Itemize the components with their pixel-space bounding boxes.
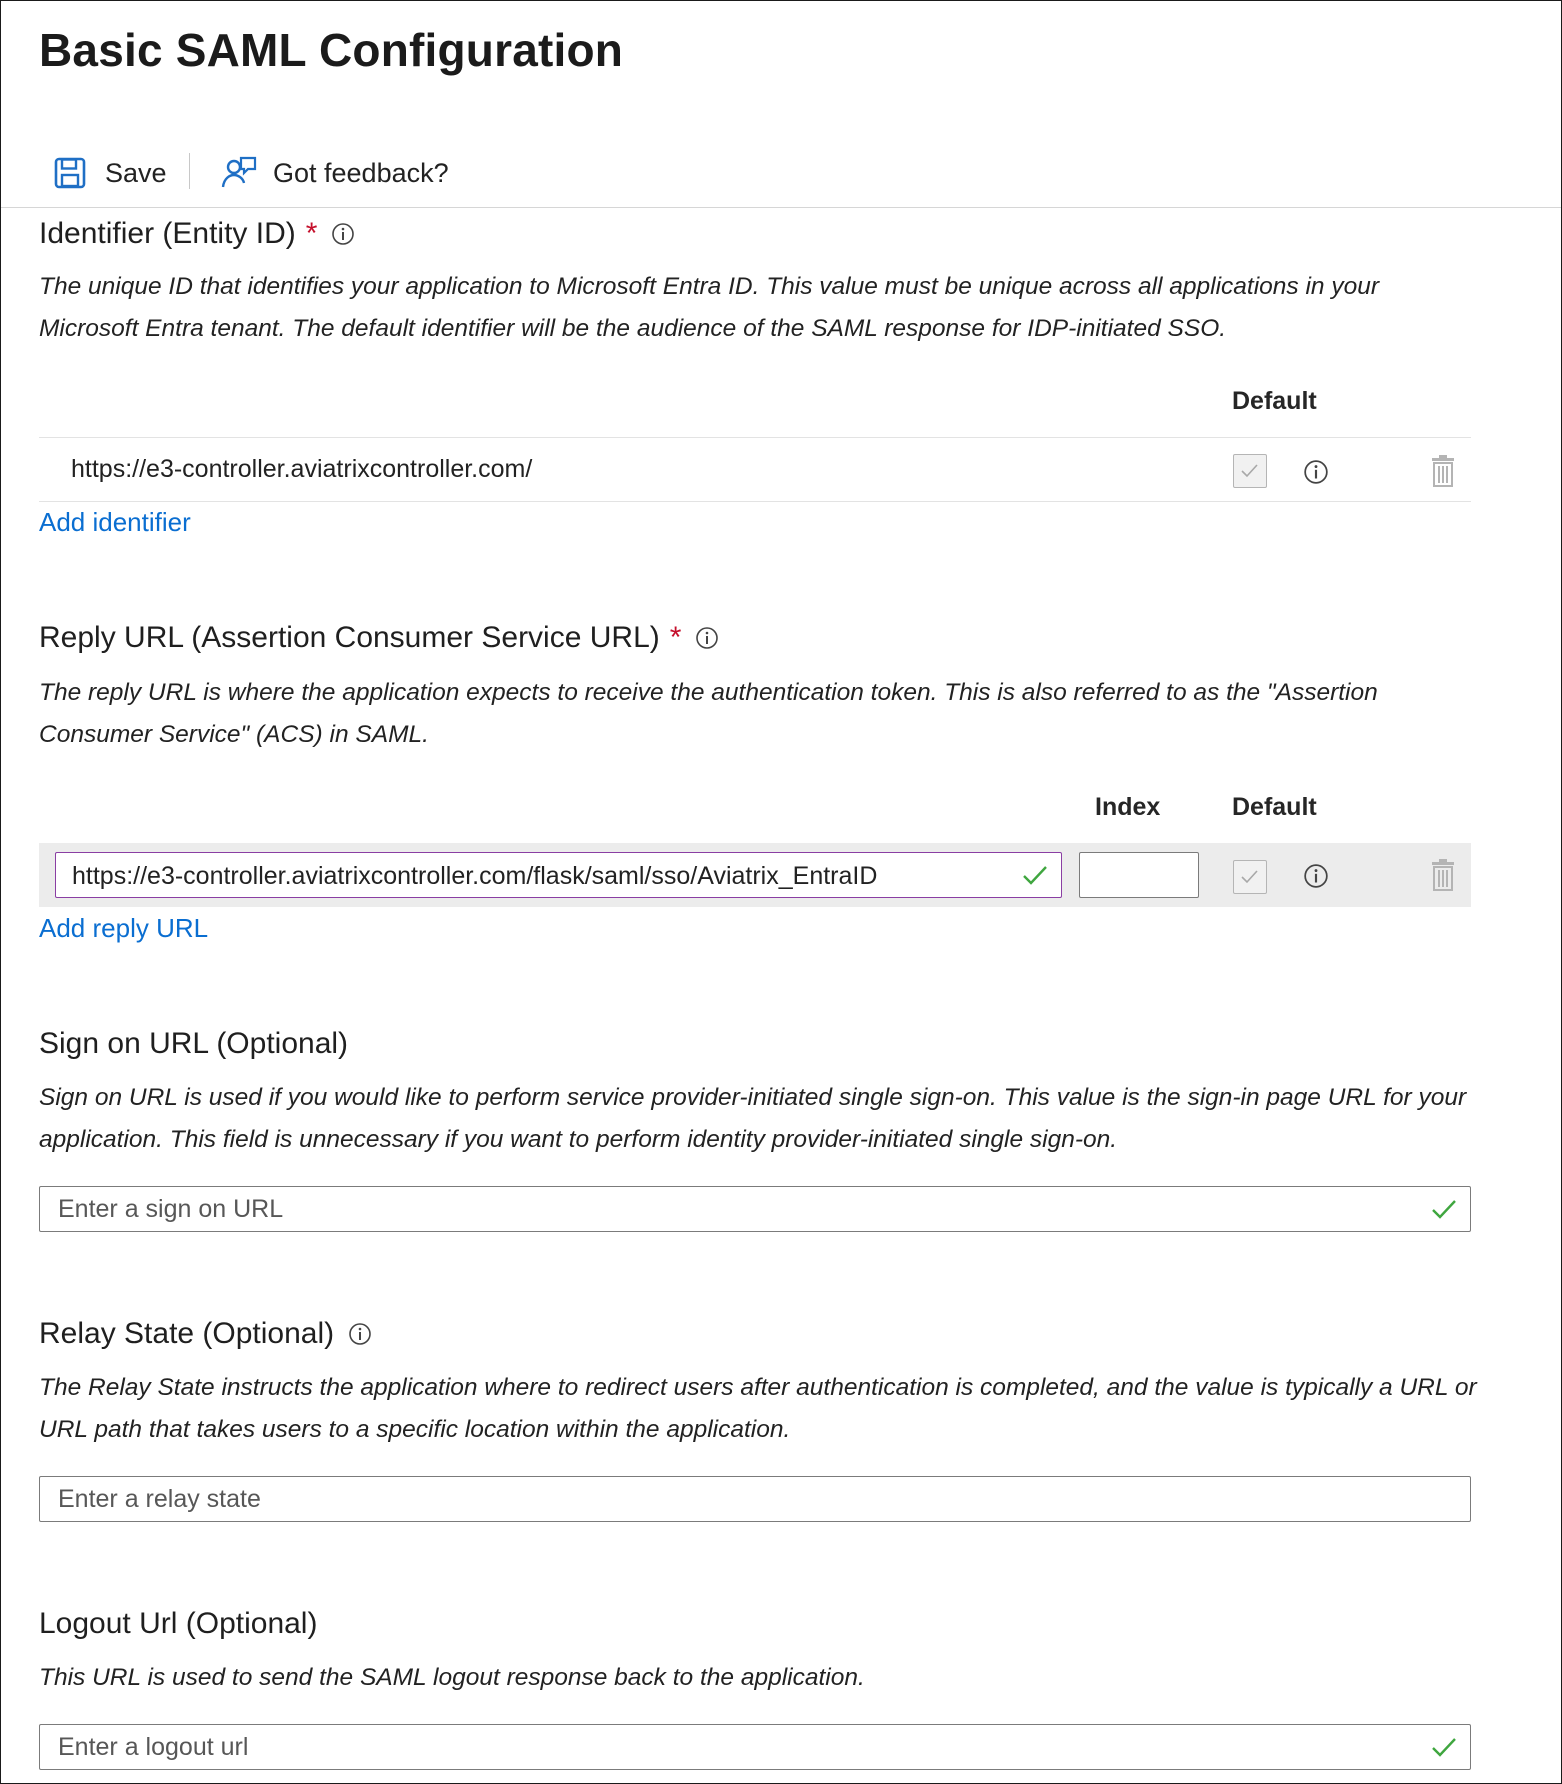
table-row-divider [39, 437, 1471, 438]
relay-state-input[interactable] [56, 1477, 1420, 1521]
relay-state-label-text: Relay State (Optional) [39, 1317, 335, 1350]
info-icon[interactable] [1303, 459, 1329, 485]
feedback-icon [221, 155, 257, 191]
logout-url-label [39, 1607, 317, 1641]
logout-url-description: This URL is used to send the SAML logout response back to the application. [39, 1664, 865, 1691]
delete-icon[interactable] [1429, 454, 1457, 488]
logout-url-field [39, 1724, 1471, 1770]
delete-icon[interactable] [1429, 858, 1457, 892]
index-input[interactable] [1079, 852, 1199, 898]
reply-url-label [39, 621, 719, 655]
identifier-description: The unique ID that identifies your application to Microsoft Entra ID. This value must be unique across all applications in your Microsoft Entra tenant. The default identifier will be the audience of the SAML response for IDP-initiated SSO. [39, 273, 1380, 342]
sign-on-url-input[interactable] [56, 1187, 1420, 1231]
identifier-label [39, 217, 355, 251]
sign-on-url-label [39, 1027, 348, 1061]
sign-on-url-field [39, 1186, 1471, 1232]
save-label: Save [105, 157, 167, 188]
identifier-value[interactable]: https://e3-controller.aviatrixcontroller.com/ [71, 455, 533, 483]
feedback-label: Got feedback? [273, 157, 449, 188]
info-icon[interactable] [695, 626, 719, 650]
reply-url-input[interactable] [55, 852, 1062, 898]
relay-state-field [39, 1476, 1471, 1522]
check-icon [1430, 1735, 1458, 1759]
default-column-header: Default [1232, 793, 1317, 821]
reply-url-label-text: Reply URL (Assertion Consumer Service URL) [39, 621, 660, 654]
reply-url-description: The reply URL is where the application expects to receive the authentication token. This is also referred to as the "Assertion Consumer Service" (ACS) in SAML. [39, 679, 1378, 748]
reply-url-default-checkbox[interactable] [1233, 860, 1267, 894]
default-column-header: Default [1232, 387, 1317, 415]
check-icon [1021, 863, 1049, 887]
toolbar-divider-line [1, 207, 1561, 208]
table-row-divider [39, 501, 1471, 502]
info-icon[interactable] [331, 222, 355, 246]
identifier-default-checkbox[interactable] [1233, 454, 1267, 488]
add-reply-url-link[interactable]: Add reply URL [39, 913, 209, 943]
checkmark-icon [1234, 455, 1265, 486]
required-marker: * [669, 621, 682, 654]
save-icon [53, 156, 87, 190]
relay-state-label [39, 1317, 372, 1351]
logout-url-label-text: Logout Url (Optional) [39, 1607, 318, 1640]
reply-url-value: https://e3-controller.aviatrixcontroller.com/flask/saml/sso/Aviatrix_EntraID [72, 862, 878, 890]
save-button[interactable] [53, 151, 167, 195]
page-title: Basic SAML Configuration [39, 24, 624, 76]
sign-on-url-label-text: Sign on URL (Optional) [39, 1027, 349, 1060]
relay-state-description: The Relay State instructs the application where to redirect users after authentication is completed, and the value is typically a URL or URL path that takes users to a specific location within the application. [39, 1374, 1477, 1443]
check-icon [1430, 1197, 1458, 1221]
add-identifier-link[interactable]: Add identifier [39, 507, 191, 537]
index-column-header: Index [1095, 793, 1161, 821]
logout-url-input[interactable] [56, 1725, 1420, 1769]
info-icon[interactable] [348, 1322, 372, 1346]
feedback-button[interactable] [221, 151, 449, 195]
checkmark-icon [1234, 861, 1265, 892]
toolbar-divider [189, 153, 190, 189]
sign-on-url-description: Sign on URL is used if you would like to perform service provider-initiated single sign-on. This value is the sign-in page URL for your application. This field is unnecessary if you want to perform identity provider-initiated single sign-on. [39, 1084, 1467, 1153]
info-icon[interactable] [1303, 863, 1329, 889]
required-marker: * [305, 217, 318, 250]
identifier-label-text: Identifier (Entity ID) [39, 217, 296, 250]
